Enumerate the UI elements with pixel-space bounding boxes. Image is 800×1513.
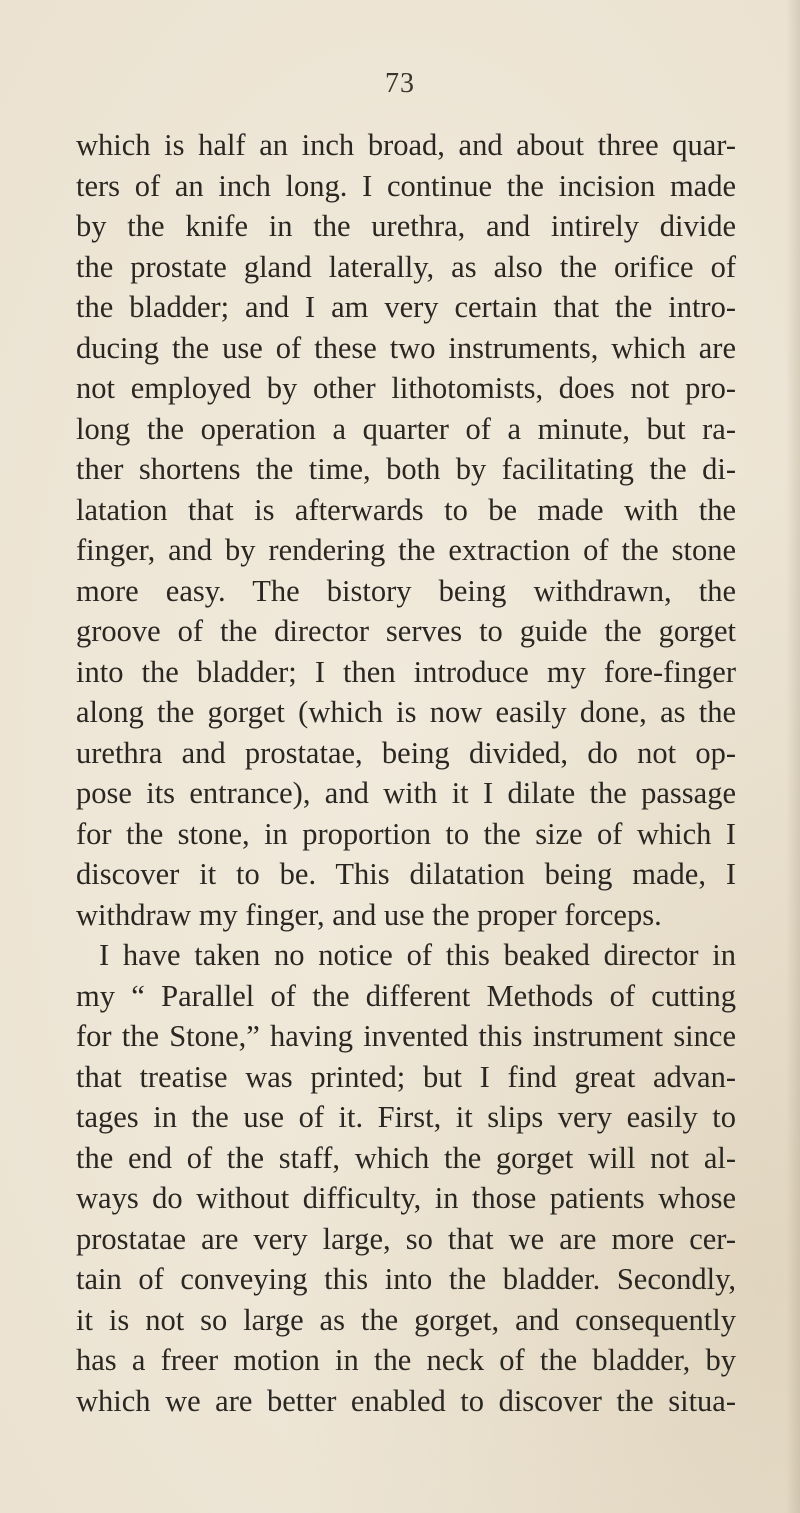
text-line: tain of conveying this into the bladder. Secondly, bbox=[76, 1262, 736, 1296]
text-line: which we are better enabled to discover the situa- bbox=[76, 1383, 736, 1418]
text-line: urethra and prostatae, being divided, do not op- bbox=[76, 735, 736, 770]
text-line: that treatise was printed; but I find great advan- bbox=[76, 1059, 736, 1094]
text-line: for the stone, in proportion to the size of which I bbox=[76, 816, 736, 851]
text-line: latation that is afterwards to be made with the bbox=[76, 492, 736, 527]
text-line: the end of the staff, which the gorget will not al- bbox=[76, 1140, 736, 1175]
text-line: into the bladder; I then introduce my fore-finger bbox=[76, 654, 736, 689]
text-line: tages in the use of it. First, it slips very easily to bbox=[76, 1100, 736, 1134]
text-line: withdraw my finger, and use the proper forceps. bbox=[76, 897, 662, 932]
text-line: pose its entrance), and with it I dilate the passage bbox=[76, 776, 736, 810]
text-line: for the Stone,” having invented this instrument since bbox=[76, 1019, 736, 1053]
text-line: more easy. The bistory being withdrawn, the bbox=[76, 573, 736, 608]
page-edge-shadow bbox=[786, 0, 800, 1513]
text-line: has a freer motion in the neck of the bladder, by bbox=[76, 1343, 736, 1377]
text-line: ways do without difficulty, in those patients whose bbox=[76, 1181, 736, 1215]
text-line: along the gorget (which is now easily done, as the bbox=[76, 695, 736, 729]
text-line: long the operation a quarter of a minute, but ra- bbox=[76, 411, 736, 446]
text-line: it is not so large as the gorget, and consequently bbox=[76, 1302, 736, 1337]
text-line: the bladder; and I am very certain that the intro- bbox=[76, 290, 736, 324]
text-line: my “ Parallel of the different Methods of cutting bbox=[76, 978, 736, 1013]
body-text bbox=[76, 125, 736, 1421]
text-line: discover it to be. This dilatation being made, I bbox=[76, 857, 736, 891]
text-line: prostatae are very large, so that we are more cer- bbox=[76, 1221, 736, 1256]
page-number: 73 bbox=[385, 68, 415, 99]
text-line: I have taken no notice of this beaked director in bbox=[99, 938, 736, 972]
text-line: ters of an inch long. I continue the incision made bbox=[76, 168, 736, 203]
text-line: ther shortens the time, both by facilitating the di- bbox=[76, 452, 736, 486]
text-line: groove of the director serves to guide the gorget bbox=[76, 614, 736, 648]
text-line: finger, and by rendering the extraction of the stone bbox=[76, 533, 736, 567]
text-line: not employed by other lithotomists, does not pro- bbox=[76, 371, 736, 405]
text-line: ducing the use of these two instruments, which are bbox=[76, 330, 736, 365]
text-line: by the knife in the urethra, and intirely divide bbox=[76, 209, 736, 243]
text-line: which is half an inch broad, and about three quar- bbox=[76, 128, 736, 162]
text-line: the prostate gland laterally, as also the orifice of bbox=[76, 249, 736, 284]
